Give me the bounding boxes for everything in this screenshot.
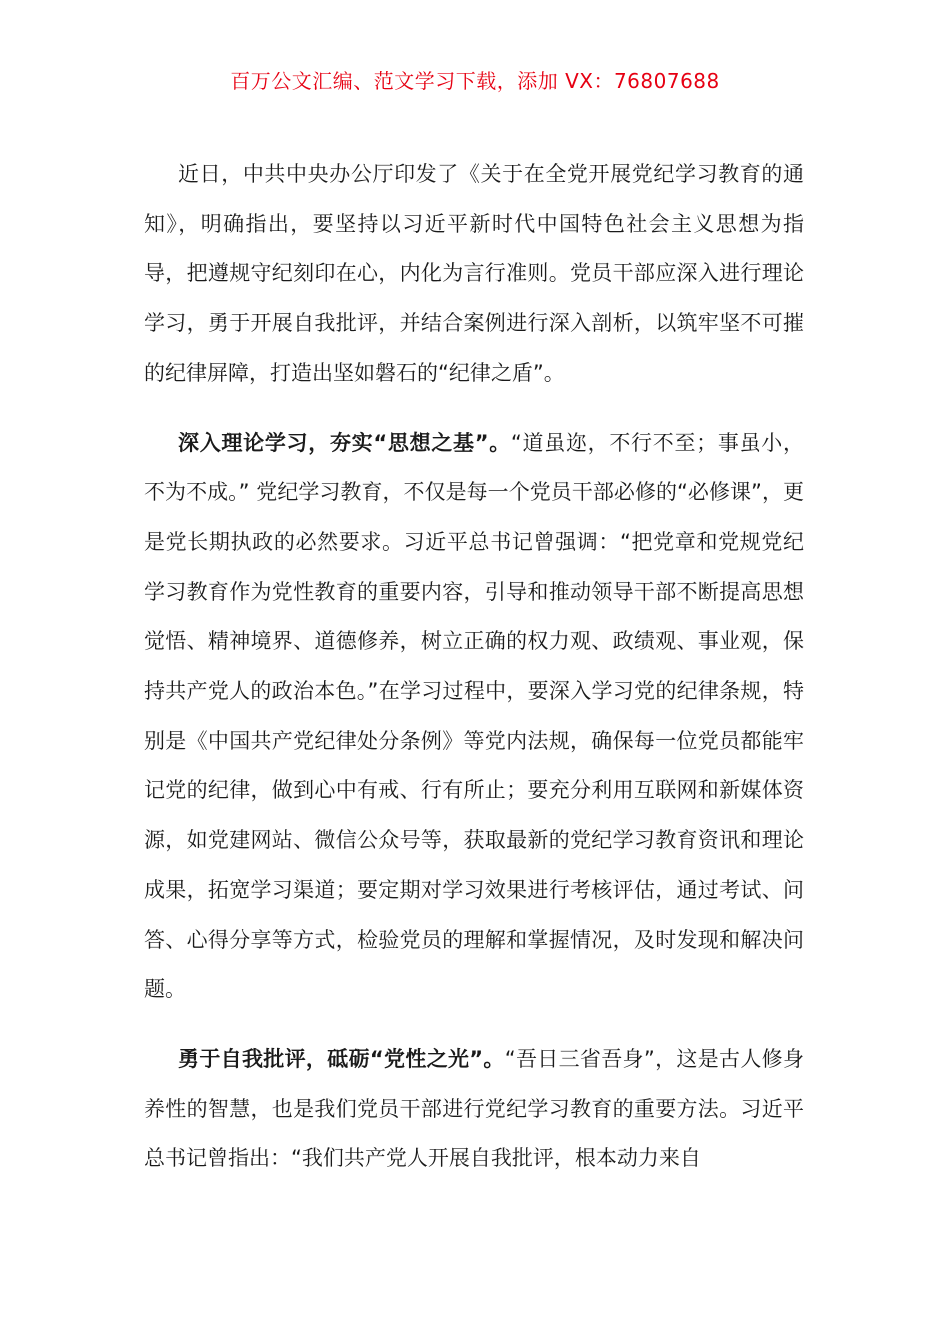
header-notice: 百万公文汇编、范文学习下载，添加 VX：76807688 — [230, 69, 720, 93]
paragraph-text: “道虽迩，不行不至；事虽小，不为不成。” 党纪学习教育，不仅是每一个党员干部必修的“必修课”，更是党长期执政的必然要求。习近平总书记曾强调：“把党章和党规党纪学习教育作为党性教育的重要内容，引导和推动领导干部不断提高思想觉悟、精神境界、道德修养，树立正确的权力观、政绩观、事业观，保持共产党人的政治本色。”在学习过程中，要深入学习党的纪律条规，特别是《中国共产党纪律处分条例》等党内法规，确保每一位党员都能牢记党的纪律，做到心中有戒、行有所止；要充分利用互联网和新媒体资源，如党建网站、微信公众号等，获取最新的党纪学习教育资讯和理论成果，拓宽学习渠道；要定期对学习效果进行考核评估，通过考试、问答、心得分享等方式，检验党员的理解和掌握情况，及时发现和解决问题。 — [144, 430, 804, 1002]
paragraph-theory-study — [144, 419, 804, 1015]
document-body — [144, 150, 804, 1184]
paragraph-text: 近日，中共中央办公厅印发了《关于在全党开展党纪学习教育的通知》，明确指出，要坚持以习近平新时代中国特色社会主义思想为指导，把遵规守纪刻印在心，内化为言行准则。党员干部应深入进行理论学习，勇于开展自我批评，并结合案例进行深入剖析，以筑牢坚不可摧的纪律屏障，打造出坚如磐石的“纪律之盾”。 — [144, 162, 804, 385]
paragraph-lead: 勇于自我批评，砥砺“党性之光”。 — [178, 1046, 505, 1071]
paragraph-self-criticism — [144, 1035, 804, 1184]
paragraph-intro — [144, 150, 804, 399]
paragraph-text: “吾日三省吾身”，这是古人修身养性的智慧，也是我们党员干部进行党纪学习教育的重要方法。习近平总书记曾指出：“我们共产党人开展自我批评，根本动力来自 — [144, 1046, 804, 1171]
paragraph-lead: 深入理论学习，夯实“思想之基”。 — [178, 430, 511, 455]
